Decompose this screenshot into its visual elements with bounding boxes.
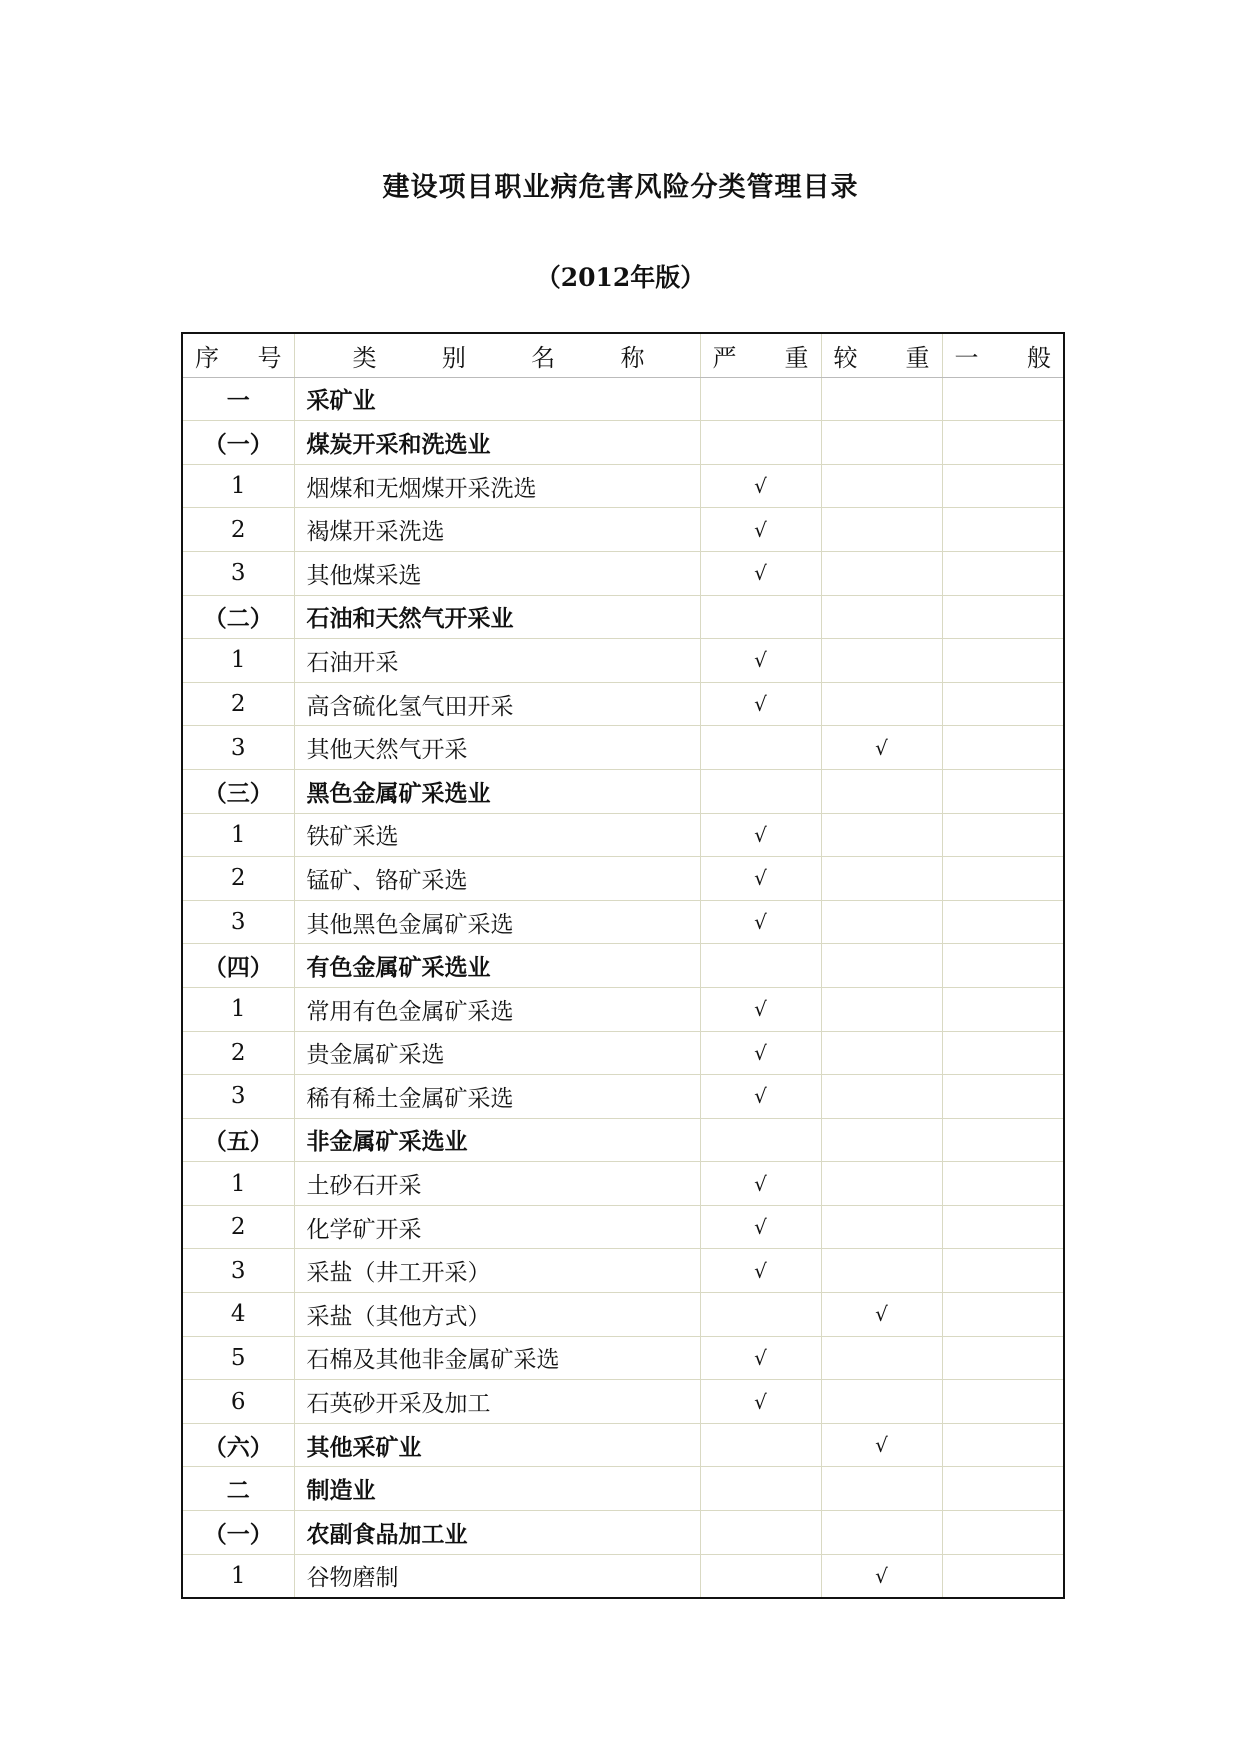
row-number: （五） xyxy=(182,1118,294,1162)
row-number: 3 xyxy=(182,900,294,944)
check-mark: √ xyxy=(754,910,767,935)
row-severe-cell xyxy=(700,1467,821,1511)
row-heavy-cell xyxy=(821,551,942,595)
table-row xyxy=(182,1249,1064,1293)
row-category-name: 有色金属矿采选业 xyxy=(294,944,700,988)
row-number: 2 xyxy=(182,1031,294,1075)
row-general-cell xyxy=(942,1118,1064,1162)
row-general-cell xyxy=(942,1205,1064,1249)
row-heavy-cell xyxy=(821,944,942,988)
row-number: 二 xyxy=(182,1467,294,1511)
row-general-cell xyxy=(942,595,1064,639)
row-heavy-cell xyxy=(821,857,942,901)
check-mark: √ xyxy=(875,735,888,760)
table-header-row xyxy=(182,333,1064,377)
row-severe-cell xyxy=(700,421,821,465)
table-row xyxy=(182,1162,1064,1206)
table-row xyxy=(182,1380,1064,1424)
row-general-cell xyxy=(942,900,1064,944)
row-category-name: 土砂石开采 xyxy=(294,1162,700,1206)
row-number: 1 xyxy=(182,639,294,683)
row-general-cell xyxy=(942,944,1064,988)
row-general-cell xyxy=(942,769,1064,813)
check-mark: √ xyxy=(754,1171,767,1196)
table-row xyxy=(182,726,1064,770)
row-general-cell xyxy=(942,639,1064,683)
row-heavy-cell xyxy=(821,1467,942,1511)
table-row xyxy=(182,1075,1064,1119)
row-category-name: 非金属矿采选业 xyxy=(294,1118,700,1162)
check-mark: √ xyxy=(754,561,767,586)
header-char: 一 xyxy=(954,343,979,372)
row-severe-cell xyxy=(700,944,821,988)
table-row xyxy=(182,508,1064,552)
check-mark: √ xyxy=(754,1345,767,1370)
row-severe-cell xyxy=(700,1423,821,1467)
row-general-cell xyxy=(942,1075,1064,1119)
header-category-name xyxy=(294,333,700,377)
header-char: 名 xyxy=(531,343,556,372)
row-number: 3 xyxy=(182,1075,294,1119)
header-char: 般 xyxy=(1027,343,1051,372)
table-row xyxy=(182,551,1064,595)
row-category-name: 其他天然气开采 xyxy=(294,726,700,770)
table-body xyxy=(182,377,1064,1598)
row-number: 3 xyxy=(182,726,294,770)
header-char: 严 xyxy=(712,343,737,372)
row-category-name: 黑色金属矿采选业 xyxy=(294,769,700,813)
row-category-name: 其他煤采选 xyxy=(294,551,700,595)
row-number: （四） xyxy=(182,944,294,988)
row-category-name: 石棉及其他非金属矿采选 xyxy=(294,1336,700,1380)
row-severe-cell xyxy=(700,508,821,552)
table-row xyxy=(182,1467,1064,1511)
row-severe-cell xyxy=(700,639,821,683)
row-general-cell xyxy=(942,508,1064,552)
row-general-cell xyxy=(942,377,1064,421)
row-severe-cell xyxy=(700,1380,821,1424)
row-heavy-cell xyxy=(821,464,942,508)
row-severe-cell xyxy=(700,1205,821,1249)
row-heavy-cell xyxy=(821,1205,942,1249)
row-general-cell xyxy=(942,1249,1064,1293)
table-row xyxy=(182,1554,1064,1598)
row-severe-cell xyxy=(700,1118,821,1162)
row-general-cell xyxy=(942,1467,1064,1511)
row-severe-cell xyxy=(700,464,821,508)
row-number: 1 xyxy=(182,813,294,857)
row-number: 4 xyxy=(182,1293,294,1337)
row-heavy-cell xyxy=(821,1293,942,1337)
check-mark: √ xyxy=(754,997,767,1022)
row-number: 6 xyxy=(182,1380,294,1424)
check-mark: √ xyxy=(754,1084,767,1109)
row-heavy-cell xyxy=(821,1075,942,1119)
header-char: 序 xyxy=(195,343,219,372)
row-number: 2 xyxy=(182,508,294,552)
header-char: 类 xyxy=(352,343,377,372)
row-heavy-cell xyxy=(821,1423,942,1467)
check-mark: √ xyxy=(754,1389,767,1414)
row-general-cell xyxy=(942,682,1064,726)
row-general-cell xyxy=(942,551,1064,595)
row-heavy-cell xyxy=(821,1554,942,1598)
row-severe-cell xyxy=(700,1249,821,1293)
header-heavy xyxy=(821,333,942,377)
row-severe-cell xyxy=(700,682,821,726)
row-heavy-cell xyxy=(821,900,942,944)
row-category-name: 石油和天然气开采业 xyxy=(294,595,700,639)
row-number: 1 xyxy=(182,1554,294,1598)
table-row xyxy=(182,377,1064,421)
check-mark: √ xyxy=(754,1215,767,1240)
row-heavy-cell xyxy=(821,813,942,857)
table-row xyxy=(182,857,1064,901)
check-mark: √ xyxy=(754,1040,767,1065)
header-char: 称 xyxy=(620,343,645,372)
check-mark: √ xyxy=(875,1563,888,1588)
table-row xyxy=(182,1423,1064,1467)
row-general-cell xyxy=(942,464,1064,508)
row-number: 2 xyxy=(182,682,294,726)
row-severe-cell xyxy=(700,726,821,770)
row-heavy-cell xyxy=(821,639,942,683)
row-heavy-cell xyxy=(821,377,942,421)
row-heavy-cell xyxy=(821,987,942,1031)
document-title: 建设项目职业病危害风险分类管理目录 xyxy=(382,172,859,203)
row-heavy-cell xyxy=(821,769,942,813)
header-char: 较 xyxy=(833,343,858,372)
row-general-cell xyxy=(942,1554,1064,1598)
row-category-name: 锰矿、铬矿采选 xyxy=(294,857,700,901)
check-mark: √ xyxy=(754,866,767,891)
row-heavy-cell xyxy=(821,726,942,770)
table-row xyxy=(182,1293,1064,1337)
row-heavy-cell xyxy=(821,1162,942,1206)
row-category-name: 铁矿采选 xyxy=(294,813,700,857)
table-row xyxy=(182,769,1064,813)
row-heavy-cell xyxy=(821,1511,942,1555)
row-number: （一） xyxy=(182,1511,294,1555)
row-general-cell xyxy=(942,1162,1064,1206)
row-category-name: 石英砂开采及加工 xyxy=(294,1380,700,1424)
row-heavy-cell xyxy=(821,682,942,726)
row-heavy-cell xyxy=(821,1031,942,1075)
risk-classification-table xyxy=(181,332,1065,1599)
row-general-cell xyxy=(942,813,1064,857)
row-category-name: 采盐（其他方式） xyxy=(294,1293,700,1337)
row-severe-cell xyxy=(700,595,821,639)
row-category-name: 煤炭开采和洗选业 xyxy=(294,421,700,465)
row-category-name: 石油开采 xyxy=(294,639,700,683)
row-severe-cell xyxy=(700,1075,821,1119)
table-row xyxy=(182,1511,1064,1555)
row-general-cell xyxy=(942,987,1064,1031)
header-general xyxy=(942,333,1064,377)
table-row xyxy=(182,682,1064,726)
row-category-name: 稀有稀土金属矿采选 xyxy=(294,1075,700,1119)
table-row xyxy=(182,944,1064,988)
row-category-name: 贵金属矿采选 xyxy=(294,1031,700,1075)
table-row xyxy=(182,900,1064,944)
row-severe-cell xyxy=(700,1554,821,1598)
row-heavy-cell xyxy=(821,1380,942,1424)
row-general-cell xyxy=(942,1031,1064,1075)
row-severe-cell xyxy=(700,377,821,421)
row-category-name: 谷物磨制 xyxy=(294,1554,700,1598)
header-char: 重 xyxy=(784,343,809,372)
table-row xyxy=(182,813,1064,857)
row-number: 3 xyxy=(182,551,294,595)
row-category-name: 农副食品加工业 xyxy=(294,1511,700,1555)
header-seq xyxy=(182,333,294,377)
row-number: 1 xyxy=(182,987,294,1031)
row-category-name: 高含硫化氢气田开采 xyxy=(294,682,700,726)
row-category-name: 其他黑色金属矿采选 xyxy=(294,900,700,944)
row-category-name: 制造业 xyxy=(294,1467,700,1511)
row-general-cell xyxy=(942,857,1064,901)
row-number: 3 xyxy=(182,1249,294,1293)
check-mark: √ xyxy=(754,692,767,717)
check-mark: √ xyxy=(754,1258,767,1283)
table-row xyxy=(182,1031,1064,1075)
header-char: 重 xyxy=(905,343,930,372)
row-category-name: 采矿业 xyxy=(294,377,700,421)
row-number: （三） xyxy=(182,769,294,813)
row-severe-cell xyxy=(700,857,821,901)
row-category-name: 常用有色金属矿采选 xyxy=(294,987,700,1031)
row-severe-cell xyxy=(700,813,821,857)
row-heavy-cell xyxy=(821,595,942,639)
row-heavy-cell xyxy=(821,508,942,552)
check-mark: √ xyxy=(754,822,767,847)
row-severe-cell xyxy=(700,1293,821,1337)
table-row xyxy=(182,1205,1064,1249)
row-general-cell xyxy=(942,421,1064,465)
header-char: 别 xyxy=(441,343,466,372)
table-row xyxy=(182,1336,1064,1380)
row-general-cell xyxy=(942,1336,1064,1380)
row-heavy-cell xyxy=(821,421,942,465)
table-row xyxy=(182,421,1064,465)
row-general-cell xyxy=(942,1511,1064,1555)
check-mark: √ xyxy=(754,648,767,673)
row-severe-cell xyxy=(700,1511,821,1555)
row-number: （二） xyxy=(182,595,294,639)
row-heavy-cell xyxy=(821,1336,942,1380)
row-severe-cell xyxy=(700,1031,821,1075)
row-general-cell xyxy=(942,1380,1064,1424)
row-category-name: 烟煤和无烟煤开采洗选 xyxy=(294,464,700,508)
header-char: 号 xyxy=(257,343,282,372)
check-mark: √ xyxy=(875,1302,888,1327)
check-mark: √ xyxy=(875,1433,888,1458)
row-severe-cell xyxy=(700,769,821,813)
table-row xyxy=(182,639,1064,683)
row-general-cell xyxy=(942,726,1064,770)
row-severe-cell xyxy=(700,551,821,595)
table-row xyxy=(182,464,1064,508)
row-number: （一） xyxy=(182,421,294,465)
row-general-cell xyxy=(942,1423,1064,1467)
row-heavy-cell xyxy=(821,1118,942,1162)
check-mark: √ xyxy=(754,517,767,542)
document-subtitle: （2012年版） xyxy=(535,263,706,292)
table-row xyxy=(182,595,1064,639)
table-row xyxy=(182,1118,1064,1162)
row-category-name: 采盐（井工开采） xyxy=(294,1249,700,1293)
row-number: 1 xyxy=(182,1162,294,1206)
row-severe-cell xyxy=(700,1336,821,1380)
row-number: 一 xyxy=(182,377,294,421)
row-severe-cell xyxy=(700,987,821,1031)
row-heavy-cell xyxy=(821,1249,942,1293)
row-number: 1 xyxy=(182,464,294,508)
row-category-name: 褐煤开采洗选 xyxy=(294,508,700,552)
row-category-name: 化学矿开采 xyxy=(294,1205,700,1249)
row-number: 2 xyxy=(182,857,294,901)
row-number: （六） xyxy=(182,1423,294,1467)
row-severe-cell xyxy=(700,1162,821,1206)
row-number: 5 xyxy=(182,1336,294,1380)
table-row xyxy=(182,987,1064,1031)
row-severe-cell xyxy=(700,900,821,944)
row-general-cell xyxy=(942,1293,1064,1337)
row-number: 2 xyxy=(182,1205,294,1249)
header-severe xyxy=(700,333,821,377)
check-mark: √ xyxy=(754,474,767,499)
row-category-name: 其他采矿业 xyxy=(294,1423,700,1467)
